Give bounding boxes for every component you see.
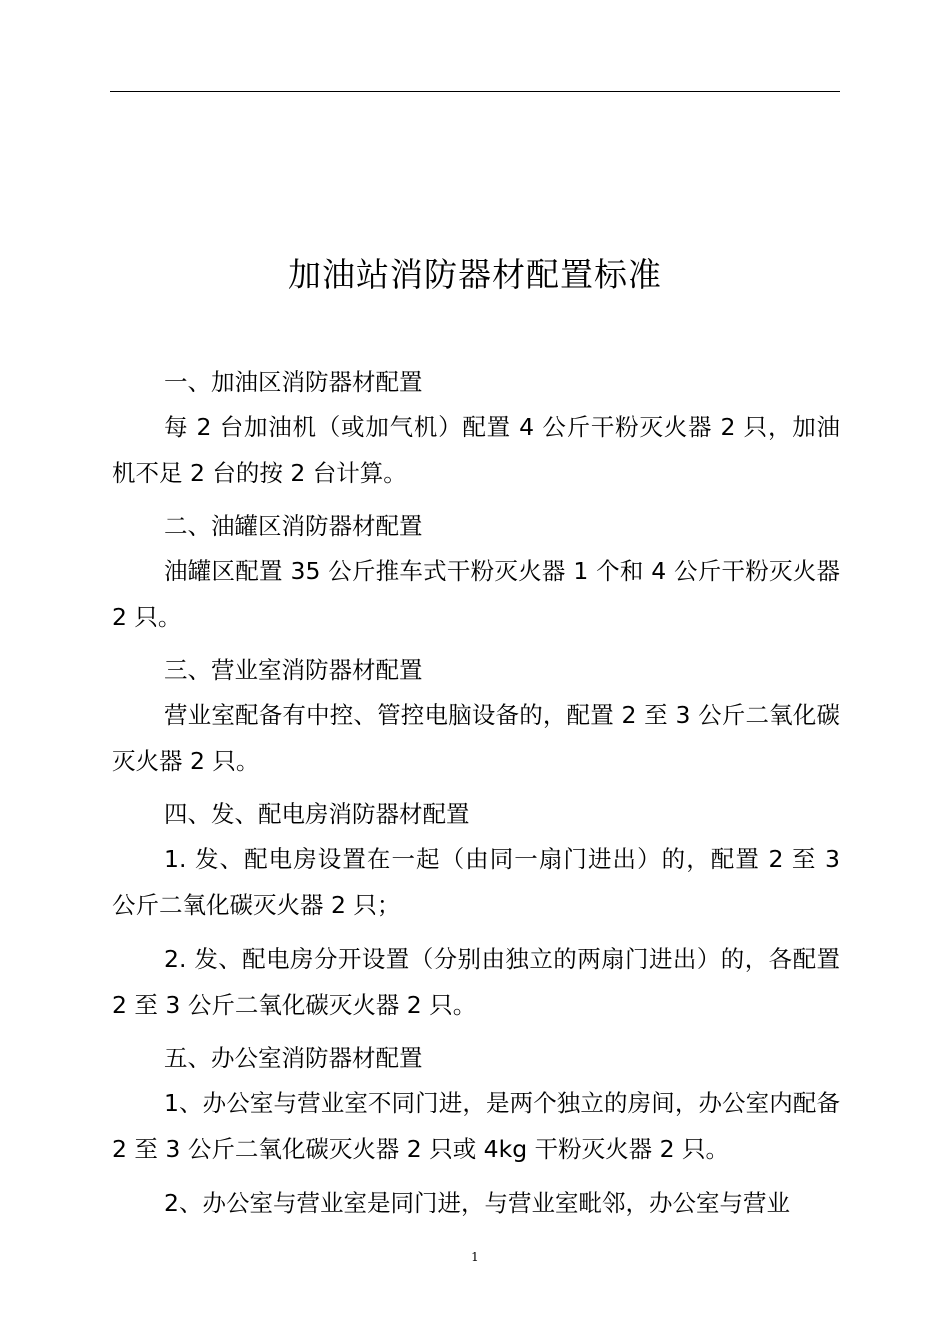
section-heading: 五、办公室消防器材配置 xyxy=(164,1044,423,1072)
header-rule xyxy=(110,91,840,92)
section-heading: 二、油罐区消防器材配置 xyxy=(164,512,423,540)
section-paragraph: 1、办公室与营业室不同门进，是两个独立的房间，办公室内配备 2 至 3 公斤二氧化碳灭火器 2 只或 4kg 干粉灭火器 2 只。 xyxy=(112,1089,840,1163)
section-paragraph: 油罐区配置 35 公斤推车式干粉灭火器 1 个和 4 公斤干粉灭火器 2 只。 xyxy=(112,557,840,631)
section-power-room xyxy=(112,792,840,1028)
section-heading: 四、发、配电房消防器材配置 xyxy=(164,800,470,828)
section-heading: 三、营业室消防器材配置 xyxy=(164,656,423,684)
page-number: 1 xyxy=(471,1250,479,1264)
section-tank-area xyxy=(112,504,840,640)
section-office xyxy=(112,1036,840,1226)
section-paragraph: 营业室配备有中控、管控电脑设备的，配置 2 至 3 公斤二氧化碳灭火器 2 只。 xyxy=(112,701,840,775)
document-body xyxy=(112,360,840,1234)
section-paragraph: 2、办公室与营业室是同门进，与营业室毗邻，办公室与营业 xyxy=(164,1189,790,1217)
section-paragraph: 1. 发、配电房设置在一起（由同一扇门进出）的，配置 2 至 3 公斤二氧化碳灭火器 2 只； xyxy=(112,845,840,919)
section-paragraph: 2. 发、配电房分开设置（分别由独立的两扇门进出）的，各配置 2 至 3 公斤二氧化碳灭火器 2 只。 xyxy=(112,945,840,1019)
section-paragraph: 每 2 台加油机（或加气机）配置 4 公斤干粉灭火器 2 只，加油机不足 2 台的按 2 台计算。 xyxy=(112,413,840,487)
section-business-room xyxy=(112,648,840,784)
section-heading: 一、加油区消防器材配置 xyxy=(164,368,423,396)
section-fueling-area xyxy=(112,360,840,496)
document-title: 加油站消防器材配置标准 xyxy=(288,255,662,294)
